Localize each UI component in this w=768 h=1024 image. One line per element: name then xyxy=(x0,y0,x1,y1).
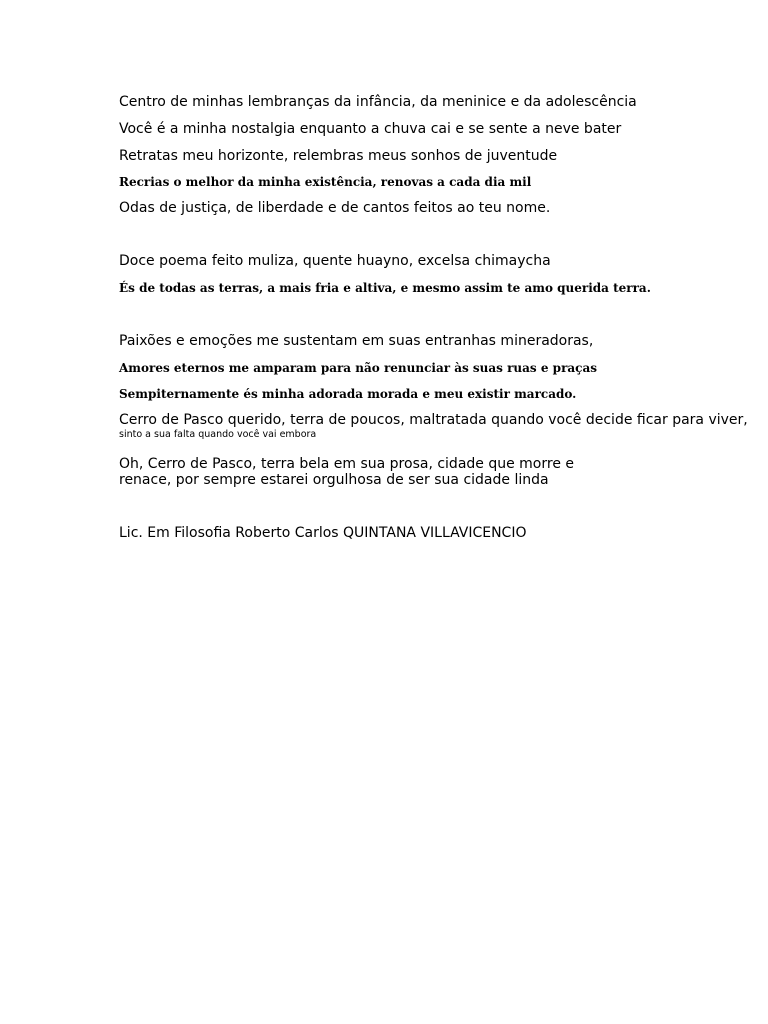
poem-line: sinto a sua falta quando você vai embora xyxy=(119,429,317,440)
poem-line: Sempiternamente és minha adorada morada e meu existir marcado. xyxy=(119,387,577,401)
poem-line: Doce poema feito muliza, quente huayno, excelsa chimaycha xyxy=(119,253,551,269)
poem-line: Amores eternos me amparam para não renunciar às suas ruas e praças xyxy=(119,361,598,375)
poem-line: Cerro de Pasco querido, terra de poucos, maltratada quando você decide ficar para viver, xyxy=(119,412,748,428)
poem-line: Paixões e emoções me sustentam em suas entranhas mineradoras, xyxy=(119,333,594,349)
poem-line: Recrias o melhor da minha existência, renovas a cada dia mil xyxy=(119,175,532,189)
poem-line: Odas de justiça, de liberdade e de cantos feitos ao teu nome. xyxy=(119,200,551,216)
poem-line: renace, por sempre estarei orgulhosa de ser sua cidade linda xyxy=(119,472,549,488)
poem-line: És de todas as terras, a mais fria e altiva, e mesmo assim te amo querida terra. xyxy=(119,281,651,295)
poem-line: Retratas meu horizonte, relembras meus sonhos de juventude xyxy=(119,148,558,164)
poem-line: Centro de minhas lembranças da infância, da meninice e da adolescência xyxy=(119,94,637,110)
poem-line: Oh, Cerro de Pasco, terra bela em sua prosa, cidade que morre e xyxy=(119,456,575,472)
poem-line: Você é a minha nostalgia enquanto a chuva cai e se sente a neve bater xyxy=(119,121,622,137)
signature: Lic. Em Filosofia Roberto Carlos QUINTANA VILLAVICENCIO xyxy=(119,525,527,541)
